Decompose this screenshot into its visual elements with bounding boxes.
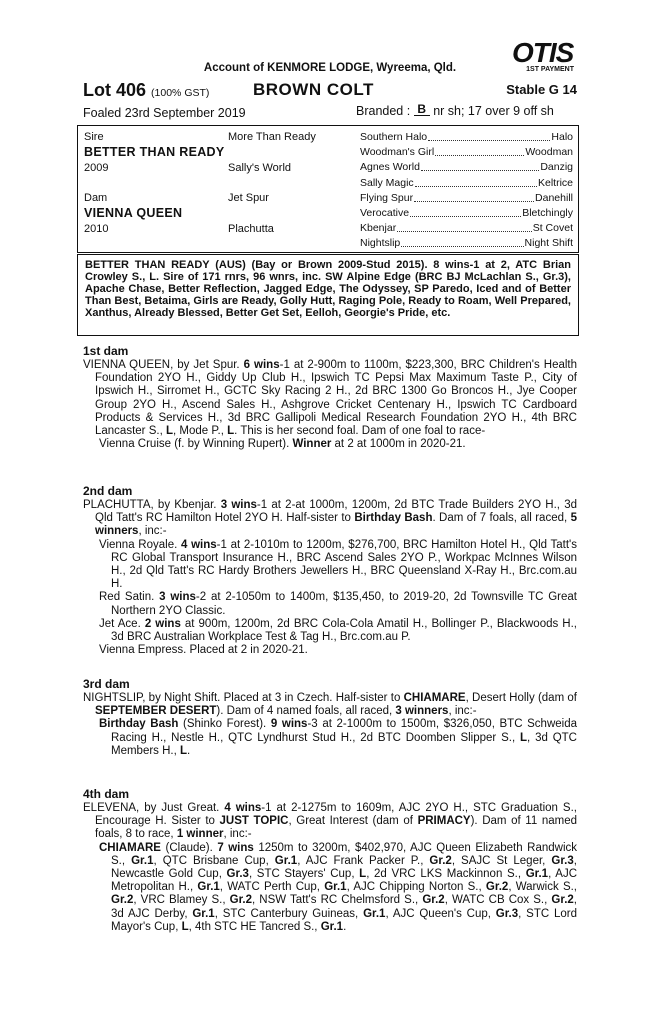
second-dam-progeny: Red Satin. 3 wins-2 at 2-1050m to 1400m, $135,450, to 2019-20, 2d Townsville TC Great Northern 2YO Classic.: [99, 591, 577, 617]
dam-label: Dam: [84, 192, 108, 204]
sire-sire: More Than Ready: [228, 131, 316, 143]
third-dam-heading: 3rd dam: [83, 677, 130, 691]
ancestor-name: Southern Halo: [360, 131, 428, 143]
second-dam-progeny: Jet Ace. 2 wins at 900m, 1200m, 2d BRC Cola-Cola Amatil H., Bollinger P., Blackwoods H., 3d BRC Australian Workplace Test & Tag H., Brc.com.au P.: [99, 617, 577, 644]
second-dam-progeny: Vienna Royale. 4 wins-1 at 2-1010m to 1200m, $276,700, BRC Hamilton Hotel H., Qld Tatt's RC Global Transport Insurance H., BRC Ascend Sales 2YO P., Workpac McInnes Wilson H., 2d Qld Tatt's RC Hardy Brothers Jewellers H., BRC Queensland X-Ray H., Brc.com.au H.: [99, 538, 578, 591]
ancestor-row: [360, 176, 573, 191]
ancestor-sire: St Covet: [532, 222, 573, 235]
third-dam-text: NIGHTSLIP, by Night Shift. Placed at 3 in Czech. Half-sister to CHIAMARE, Desert Holly (dam of SEPTEMBER DESERT). Dam of 4 named foals, all raced, 3 winners, inc:-: [83, 692, 577, 718]
fourth-dam-section: [83, 787, 577, 934]
first-dam-text: VIENNA QUEEN, by Jet Spur. 6 wins-1 at 2-900m to 1100m, $223,300, BRC Children's Health Foundation 2YO H., Giddy Up Club H., Ipswich TC Pepsi Max Maximum Taste P., City of Ipswich H., Sirromet H., GCTC Sky Racing 2 H., 2d BRC 1300 Go Broncos H., Jye Cooper Group 2YO H., Ascend Sales H., Ashgrove Cricket Centenary H., Ipswich TC Cardboard Products & Services H., 3d BRC Gallipoli Medical Research Foundation 2YO H., 4th BRC Lancaster S., L, Mode P., L. This is her second foal. Dam of one foal to race-: [83, 359, 578, 438]
sire-name: BETTER THAN READY: [84, 145, 225, 159]
ancestor-sire: Bletchingly: [522, 207, 573, 219]
logo-subtitle: 1ST PAYMENT: [526, 66, 574, 73]
ancestor-name: Flying Spur: [360, 191, 414, 204]
ancestor-name: Sally Magic: [360, 176, 414, 189]
stable-number: Stable G 14: [506, 82, 577, 97]
ancestor-name: Nightslip: [360, 237, 401, 250]
sire-dam: Sally's World: [228, 162, 292, 174]
second-dam-progeny: Vienna Empress. Placed at 2 in 2020-21.: [99, 644, 308, 657]
fourth-dam-heading: 4th dam: [83, 787, 130, 801]
ancestor-row: [360, 160, 573, 175]
lot-title: BROWN COLT: [253, 80, 374, 99]
ancestor-sire: Halo: [551, 131, 573, 143]
ancestor-sire: Keltrice: [537, 176, 573, 189]
ancestor-row: [360, 145, 573, 160]
second-dam-section: [83, 484, 577, 657]
brand-mark-icon: B: [414, 104, 430, 116]
ancestor-sire: Danzig: [540, 161, 573, 174]
first-dam-section: [83, 344, 577, 451]
ancestor-name: Woodman's Girl: [360, 146, 435, 159]
dam-year: 2010: [84, 223, 109, 235]
ancestor-row: [360, 236, 573, 251]
logo-mark: OTIS: [512, 37, 574, 68]
ancestor-sire: Woodman: [525, 146, 573, 159]
ancestor-row: [360, 130, 573, 145]
ancestor-name: Kbenjar: [360, 222, 397, 235]
brand-description: Branded : B nr sh; 17 over 9 off sh: [356, 102, 554, 118]
fourth-dam-progeny: CHIAMARE (Claude). 7 wins 1250m to 3200m, $402,970, AJC Queen Elizabeth Randwick S., Gr.1, QTC Brisbane Cup, Gr.1, AJC Frank Packer P., Gr.2, SAJC St Leger, Gr.3, Newcastle Gold Cup, Gr.3, STC Stayers' Cup, L, 2d VRC LKS Mackinnon S., Gr.1, AJC Metropolitan H., Gr.1, WATC Perth Cup, Gr.1, AJC Chipping Norton S., Gr.2, Warwick S., Gr.2, VRC Blamey S., Gr.2, NSW Tatt's RC Chelmsford S., Gr.2, WATC CB Cox S., Gr.2, 3d AJC Derby, Gr.1, STC Canterbury Guineas, Gr.1, AJC Queen's Cup, Gr.3, STC Lord Mayor's Cup, L, 4th STC HE Tancred S., Gr.1.: [99, 841, 578, 933]
first-dam-heading: 1st dam: [83, 344, 129, 358]
dam-name: VIENNA QUEEN: [84, 206, 183, 220]
dam-dam: Plachutta: [228, 223, 274, 235]
gst-note: (100% GST): [151, 87, 210, 99]
ancestor-row: [360, 206, 573, 221]
lot-number: Lot 406 (100% GST): [83, 80, 210, 100]
vendor-account: Account of KENMORE LODGE, Wyreema, Qld.: [203, 62, 457, 74]
sire-summary: BETTER THAN READY (AUS) (Bay or Brown 2009-Stud 2015). 8 wins-1 at 2, ATC Brian Crowley S., L. Sire of 171 rnrs, 96 wnrs, inc. SW Alpine Edge (BRC BJ McLachlan S., Gr.3), Apache Chase, Better Reflection, Jagged Edge, The Odyssey, SP Paredo, Iced and of Better Than Best, Betaima, Girls are Ready, Golly Hutt, Raging Pole, Ready to Roam, Well Prepared, Xanthus, Already Blessed, Better Get Set, Eelloh, Georgie's Pride, etc.: [85, 259, 571, 319]
foaled-date: Foaled 23rd September 2019: [83, 106, 246, 120]
ancestor-sire: Danehill: [535, 191, 573, 204]
lot-header: [83, 80, 577, 100]
second-dam-heading: 2nd dam: [83, 484, 133, 498]
ancestor-name: Verocative: [360, 207, 410, 219]
third-dam-progeny: Birthday Bash (Shinko Forest). 9 wins-3 at 2-1000m to 1500m, $326,050, BTC Schweida Racing H., Nestle H., QTC Lyndhurst Stud H., 2d BTC Doomben Slipper S., L, 3d QTC Members H., L.: [99, 718, 578, 757]
ancestor-row: [360, 221, 573, 236]
dam-sire: Jet Spur: [228, 192, 269, 204]
ancestor-name: Agnes World: [360, 161, 420, 174]
second-dam-text: PLACHUTTA, by Kbenjar. 3 wins-1 at 2-at 1000m, 1200m, 2d BTC Trade Builders 2YO H., 3d Qld Tatt's RC Hamilton Hotel 2YO H. Half-sister to Birthday Bash. Dam of 7 foals, all raced, 5 winners, inc:-: [83, 499, 577, 538]
sire-summary-box: [77, 254, 579, 336]
first-dam-progeny: Vienna Cruise (f. by Winning Rupert). Winner at 2 at 1000m in 2020-21.: [99, 438, 466, 451]
pedigree-table: [77, 125, 579, 253]
ancestor-sire: Night Shift: [524, 237, 573, 250]
sire-year: 2009: [84, 162, 109, 174]
fourth-dam-text: ELEVENA, by Just Great. 4 wins-1 at 2-1275m to 1609m, AJC 2YO H., STC Graduation S., Encourage H. Sister to JUST TOPIC, Great Interest (dam of PRIMACY). Dam of 11 named foals, 8 to race, 1 winner, inc:-: [83, 802, 577, 841]
third-dam-section: [83, 677, 577, 758]
ancestor-row: [360, 191, 573, 206]
sire-label: Sire: [84, 131, 104, 143]
